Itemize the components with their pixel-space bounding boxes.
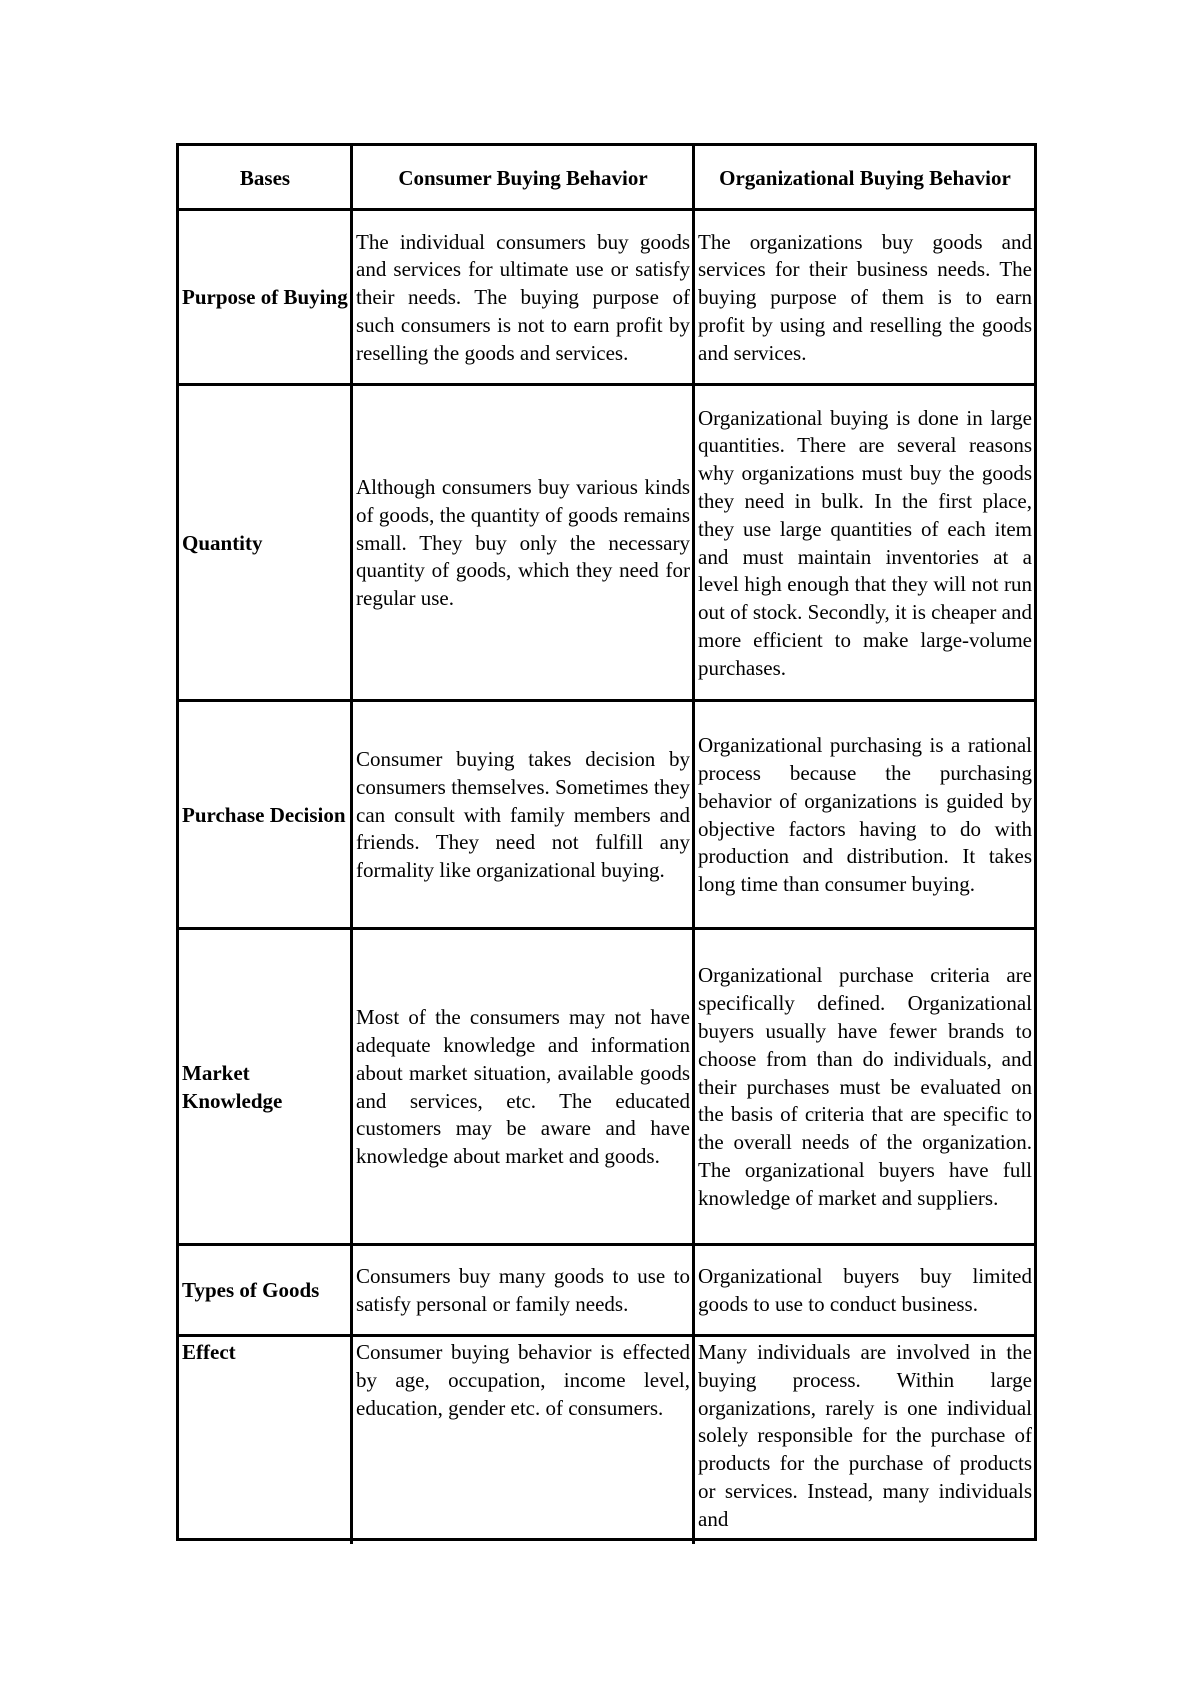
base-purpose-of-buying — [179, 211, 353, 386]
cell-text: The organizations buy goods and services for their business needs. The buying purpose of them is to earn profit by using and reselling the goods and services. — [698, 229, 1032, 365]
base-label: Purchase Decision — [182, 802, 346, 827]
base-label: Effect — [182, 1340, 236, 1364]
base-types-of-goods — [179, 1246, 353, 1337]
base-quantity — [179, 386, 353, 702]
cell-text: Consumers buy many goods to use to satisfy personal or family needs. — [356, 1264, 690, 1316]
cell-text: Many individuals are involved in the buying process. Within large organizations, rarely is one individual solely responsible for the purchase of products for the purchase of products or services. Instead, many individuals and — [698, 1340, 1032, 1531]
organizational-cell — [695, 930, 1034, 1246]
consumer-cell — [353, 211, 695, 386]
cell-text: Organizational buyers buy limited goods to use to conduct business. — [698, 1264, 1032, 1316]
base-market-knowledge — [179, 930, 353, 1246]
header-label: Consumer Buying Behavior — [398, 165, 648, 190]
consumer-cell — [353, 930, 695, 1246]
cell-text: Organizational buying is done in large quantities. There are several reasons why organizations must buy the goods they need in bulk. In the first place, they use large quantities of each item and must maintain inventories at a level high enough that they will not run out of stock. Secondly, it is cheaper and more efficient to make large-volume purchases. — [698, 405, 1032, 680]
consumer-cell — [353, 1246, 695, 1337]
header-label: Bases — [239, 165, 291, 190]
cell-text: Although consumers buy various kinds of goods, the quantity of goods remains small. They buy only the necessary quantity of goods, which they need for regular use. — [356, 475, 690, 611]
comparison-table — [176, 143, 1037, 1541]
consumer-cell — [353, 1337, 695, 1544]
base-label: Quantity — [182, 530, 263, 555]
organizational-cell — [695, 702, 1034, 930]
header-consumer — [353, 146, 695, 211]
organizational-cell — [695, 1337, 1034, 1544]
cell-text: Consumer buying behavior is effected by age, occupation, income level, education, gender etc. of consumers. — [356, 1340, 690, 1420]
header-bases — [179, 146, 353, 211]
base-label: Purpose of Buying — [182, 285, 348, 310]
header-label: Organizational Buying Behavior — [719, 165, 1011, 190]
header-organizational — [695, 146, 1034, 211]
organizational-cell — [695, 211, 1034, 386]
base-label: Market Knowledge — [182, 1060, 283, 1113]
cell-text: Most of the consumers may not have adequate knowledge and information about market situation, available goods and services, etc. The educated customers may be aware and have knowledge about market and goods. — [356, 1005, 690, 1169]
base-purchase-decision — [179, 702, 353, 930]
base-effect — [179, 1337, 353, 1544]
base-label: Types of Goods — [182, 1278, 320, 1303]
cell-text: Organizational purchasing is a rational process because the purchasing behavior of organizations is guided by objective factors having to do with production and distribution. It takes long time than consumer buying. — [698, 733, 1032, 897]
consumer-cell — [353, 702, 695, 930]
cell-text: The individual consumers buy goods and services for ultimate use or satisfy their needs. The buying purpose of such consumers is not to earn profit by reselling the goods and services. — [356, 229, 690, 365]
cell-text: Organizational purchase criteria are specifically defined. Organizational buyers usually have fewer brands to choose from than do individuals, and their purchases must be evaluated on the basis of criteria that are specific to the overall needs of the organization. The organizational buyers have full knowledge of market and suppliers. — [698, 963, 1032, 1210]
organizational-cell — [695, 386, 1034, 702]
cell-text: Consumer buying takes decision by consumers themselves. Sometimes they can consult with family members and friends. They need not fulfill any formality like organizational buying. — [356, 747, 690, 883]
consumer-cell — [353, 386, 695, 702]
organizational-cell — [695, 1246, 1034, 1337]
